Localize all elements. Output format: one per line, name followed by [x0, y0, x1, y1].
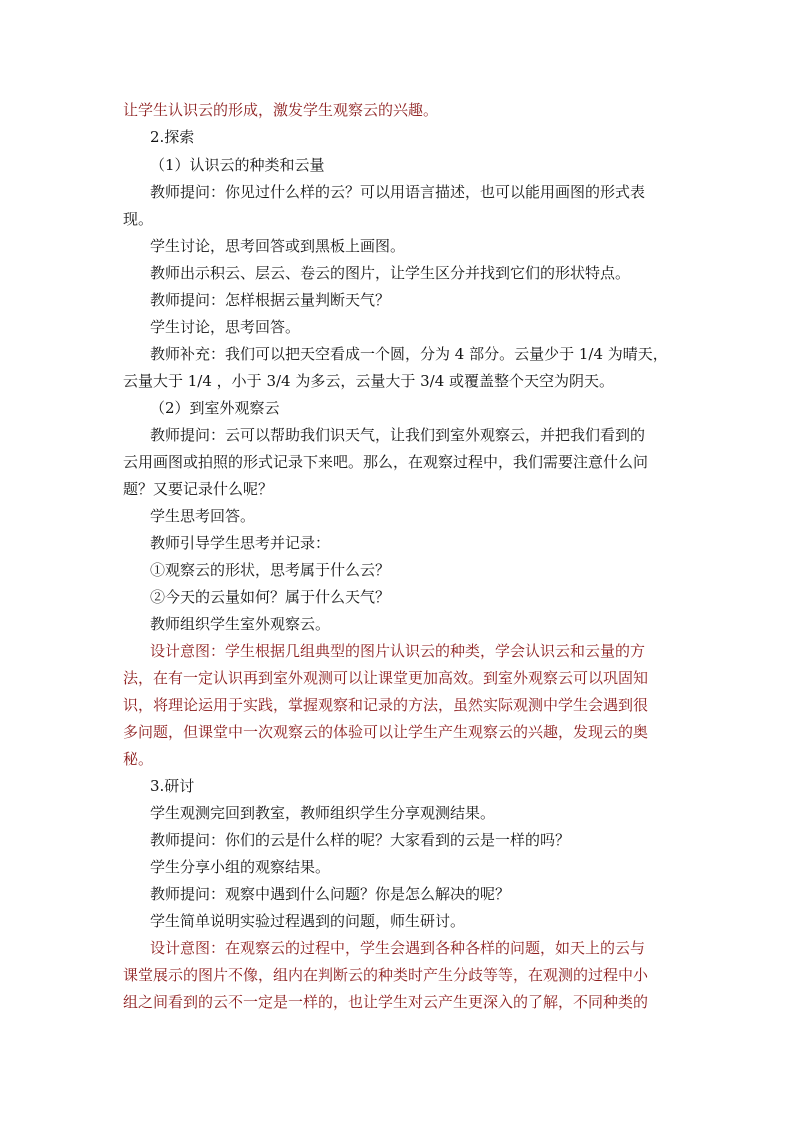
- paragraph-line: 学生讨论，思考回答。: [150, 318, 301, 336]
- paragraph-line: 教师提问：观察中遇到什么问题？你是怎么解决的呢？: [150, 885, 511, 903]
- design-intent-line: 秘。: [123, 750, 154, 768]
- subsection-heading-1: （1）认识云的种类和云量: [150, 156, 325, 174]
- paragraph-line: 学生观测完回到教室，教师组织学生分享观测结果。: [150, 804, 496, 822]
- paragraph-line: 学生讨论，思考回答或到黑板上画图。: [150, 237, 406, 255]
- paragraph-line: 题？又要记录什么呢？: [123, 480, 274, 498]
- design-intent-line: 法，在有一定认识再到室外观测可以让课堂更加高效。到室外观察云可以巩固知: [123, 669, 649, 687]
- design-intent-line: 组之间看到的云不一定是一样的，也让学生对云产生更深入的了解，不同种类的: [123, 993, 649, 1011]
- list-item: ①观察云的形状，思考属于什么云？: [150, 561, 391, 579]
- paragraph-line: 学生简单说明实验过程遇到的问题，师生研讨。: [150, 912, 466, 930]
- design-intent-line: 课堂展示的图片不像，组内在判断云的种类时产生分歧等等，在观测的过程中小: [123, 966, 649, 984]
- paragraph-line: 教师引导学生思考并记录：: [150, 534, 331, 552]
- paragraph-line: 现。: [123, 210, 154, 228]
- paragraph-line: 云量大于 1/4 ，小于 3/4 为多云，云量大于 3/4 或覆盖整个天空为阴天。: [123, 372, 615, 390]
- subsection-heading-2: （2）到室外观察云: [150, 399, 280, 417]
- design-intent-line: 设计意图：在观察云的过程中，学生会遇到各种各样的问题，如天上的云与: [150, 939, 646, 957]
- design-intent-line: 设计意图：学生根据几组典型的图片认识云的种类，学会认识云和云量的方: [150, 642, 646, 660]
- design-intent-line: 识，将理论运用于实践，掌握观察和记录的方法，虽然实际观测中学生会遇到很: [123, 696, 649, 714]
- paragraph-line: 教师提问：你们的云是什么样的呢？大家看到的云是一样的吗？: [150, 831, 571, 849]
- paragraph-line: 教师补充：我们可以把天空看成一个圆，分为 4 部分。云量少于 1/4 为晴天，: [150, 345, 668, 363]
- list-item: ②今天的云量如何？属于什么天气？: [150, 588, 391, 606]
- paragraph-line: 教师提问：怎样根据云量判断天气？: [150, 291, 391, 309]
- section-heading-explore: 2.探索: [150, 128, 195, 146]
- paragraph-line: 教师出示积云、层云、卷云的图片，让学生区分并找到它们的形状特点。: [150, 264, 631, 282]
- design-intent-continuation: 让学生认识云的形成，激发学生观察云的兴趣。: [123, 101, 439, 119]
- paragraph-line: 学生分享小组的观察结果。: [150, 858, 331, 876]
- section-heading-discuss: 3.研讨: [150, 777, 195, 795]
- paragraph-line: 教师提问：云可以帮助我们识天气，让我们到室外观察云，并把我们看到的: [150, 426, 646, 444]
- paragraph-line: 学生思考回答。: [150, 507, 256, 525]
- paragraph-line: 教师组织学生室外观察云。: [150, 615, 331, 633]
- paragraph-line: 教师提问：你见过什么样的云？可以用语言描述，也可以能用画图的形式表: [150, 183, 646, 201]
- paragraph-line: 云用画图或拍照的形式记录下来吧。那么，在观察过程中，我们需要注意什么问: [123, 453, 649, 471]
- design-intent-line: 多问题，但课堂中一次观察云的体验可以让学生产生观察云的兴趣，发现云的奥: [123, 723, 649, 741]
